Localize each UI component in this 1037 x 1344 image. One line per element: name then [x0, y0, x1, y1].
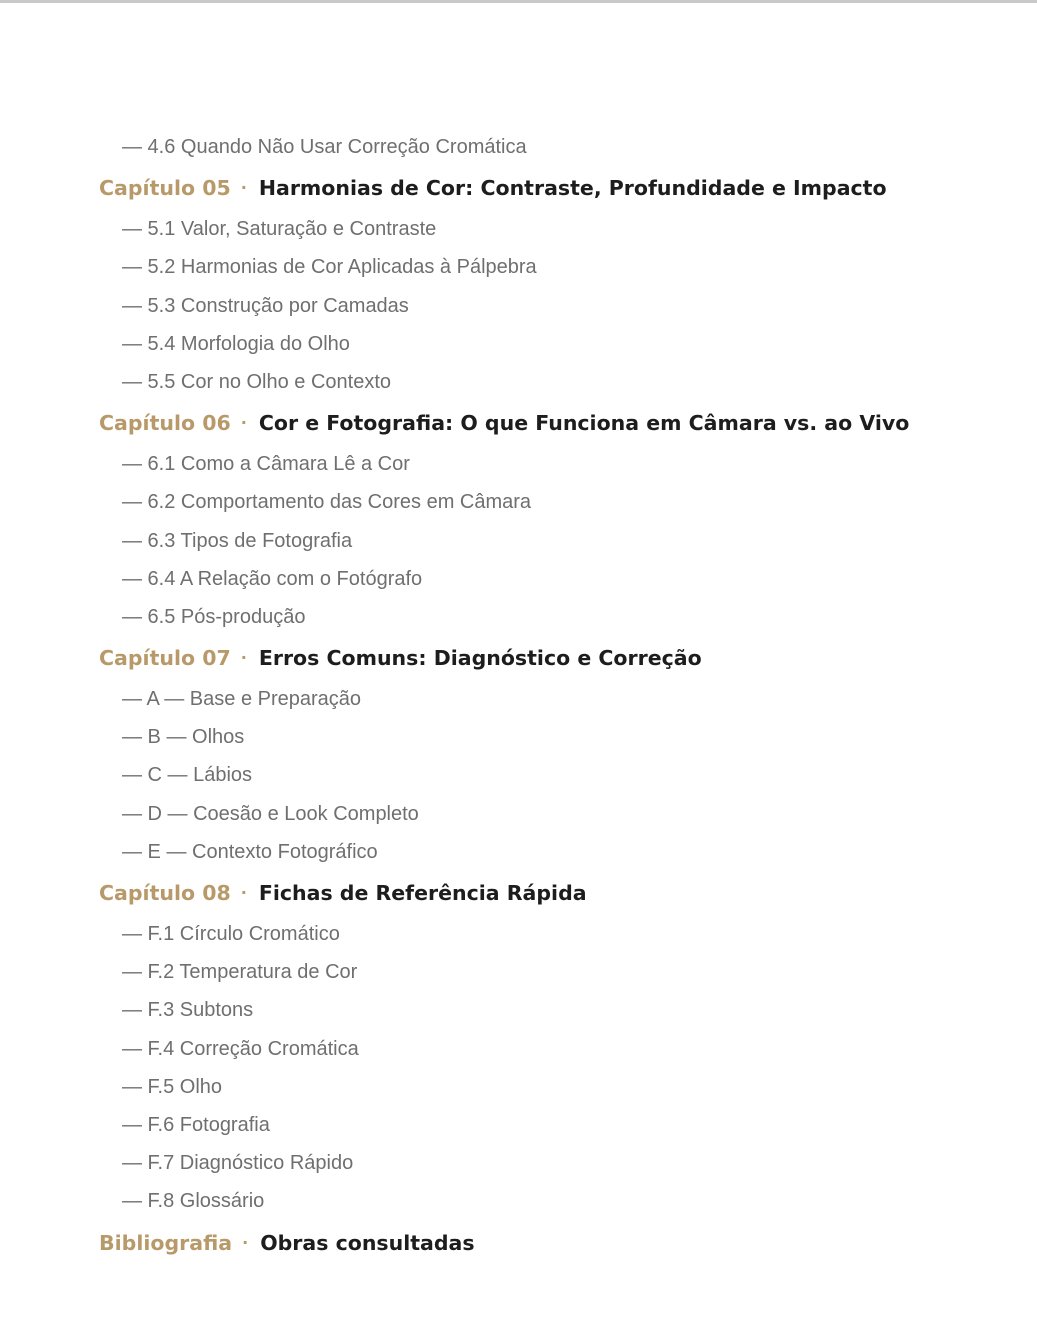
- toc-chapter-entry[interactable]: [0, 636, 1037, 680]
- separator-dot: ·: [242, 1232, 249, 1252]
- toc-chapter-entry[interactable]: [0, 166, 1037, 210]
- top-divider: [0, 0, 1037, 3]
- chapter-title: Fichas de Referência Rápida: [258, 881, 587, 905]
- toc-section-entry[interactable]: — F.1 Círculo Cromático: [122, 923, 340, 945]
- toc-section-entry[interactable]: — B — Olhos: [122, 726, 245, 749]
- toc-section-entry[interactable]: — F.8 Glossário: [122, 1190, 265, 1213]
- toc-chapter-entry[interactable]: [0, 1221, 1037, 1265]
- toc-section-entry[interactable]: — 5.2 Harmonias de Cor Aplicadas à Pálpebra: [122, 256, 537, 279]
- separator-dot: ·: [240, 883, 247, 902]
- toc-section-entry[interactable]: — F.2 Temperatura de Cor: [122, 961, 358, 984]
- toc-chapter-entry[interactable]: [0, 401, 1037, 445]
- chapter-label: Bibliografia: [99, 1230, 233, 1255]
- chapter-title: Cor e Fotografia: O que Funciona em Câmara vs. ao Vivo: [258, 411, 910, 436]
- chapter-label: Capítulo 05: [99, 176, 231, 201]
- chapter-title: Obras consultadas: [260, 1230, 475, 1255]
- toc-section-entry[interactable]: — F.7 Diagnóstico Rápido: [122, 1152, 354, 1175]
- chapter-title: Erros Comuns: Diagnóstico e Correção: [258, 646, 702, 671]
- toc-section-entry[interactable]: — 6.2 Comportamento das Cores em Câmara: [122, 491, 532, 514]
- chapter-label: Capítulo 07: [99, 646, 231, 671]
- separator-dot: ·: [240, 413, 247, 433]
- toc-section-entry[interactable]: — F.4 Correção Cromática: [122, 1037, 359, 1060]
- toc-section-entry[interactable]: — 5.1 Valor, Saturação e Contraste: [122, 218, 437, 241]
- toc-section-entry[interactable]: — A — Base e Preparação: [122, 688, 362, 711]
- toc-section-entry[interactable]: — C — Lábios: [122, 764, 253, 787]
- toc-section-entry[interactable]: — F.5 Olho: [122, 1075, 223, 1098]
- separator-dot: ·: [240, 178, 247, 198]
- toc-section-entry[interactable]: — 6.4 A Relação com o Fotógrafo: [122, 567, 423, 590]
- toc-section-entry[interactable]: — E — Contexto Fotográfico: [122, 840, 378, 863]
- toc-section-entry[interactable]: — 6.5 Pós-produção: [122, 605, 306, 628]
- toc-chapter-entry[interactable]: [0, 871, 1037, 915]
- toc-section-entry[interactable]: — 6.1 Como a Câmara Lê a Cor: [122, 453, 410, 476]
- separator-dot: ·: [240, 648, 247, 668]
- table-of-contents: [0, 128, 1037, 1265]
- toc-section-entry[interactable]: — 5.4 Morfologia do Olho: [122, 332, 350, 355]
- chapter-label: Capítulo 06: [99, 411, 231, 436]
- toc-section-entry[interactable]: — 5.5 Cor no Olho e Contexto: [122, 370, 392, 393]
- chapter-label: Capítulo 08: [99, 881, 231, 905]
- toc-section-entry[interactable]: — F.3 Subtons: [122, 999, 254, 1022]
- toc-section-entry[interactable]: — F.6 Fotografia: [122, 1113, 270, 1136]
- toc-section-entry[interactable]: — 6.3 Tipos de Fotografia: [122, 529, 353, 552]
- chapter-title: Harmonias de Cor: Contraste, Profundidade e Impacto: [258, 176, 887, 201]
- toc-section-entry[interactable]: — 4.6 Quando Não Usar Correção Cromática: [122, 136, 527, 158]
- toc-section-entry[interactable]: — 5.3 Construção por Camadas: [122, 294, 409, 317]
- toc-section-entry[interactable]: — D — Coesão e Look Completo: [122, 802, 419, 825]
